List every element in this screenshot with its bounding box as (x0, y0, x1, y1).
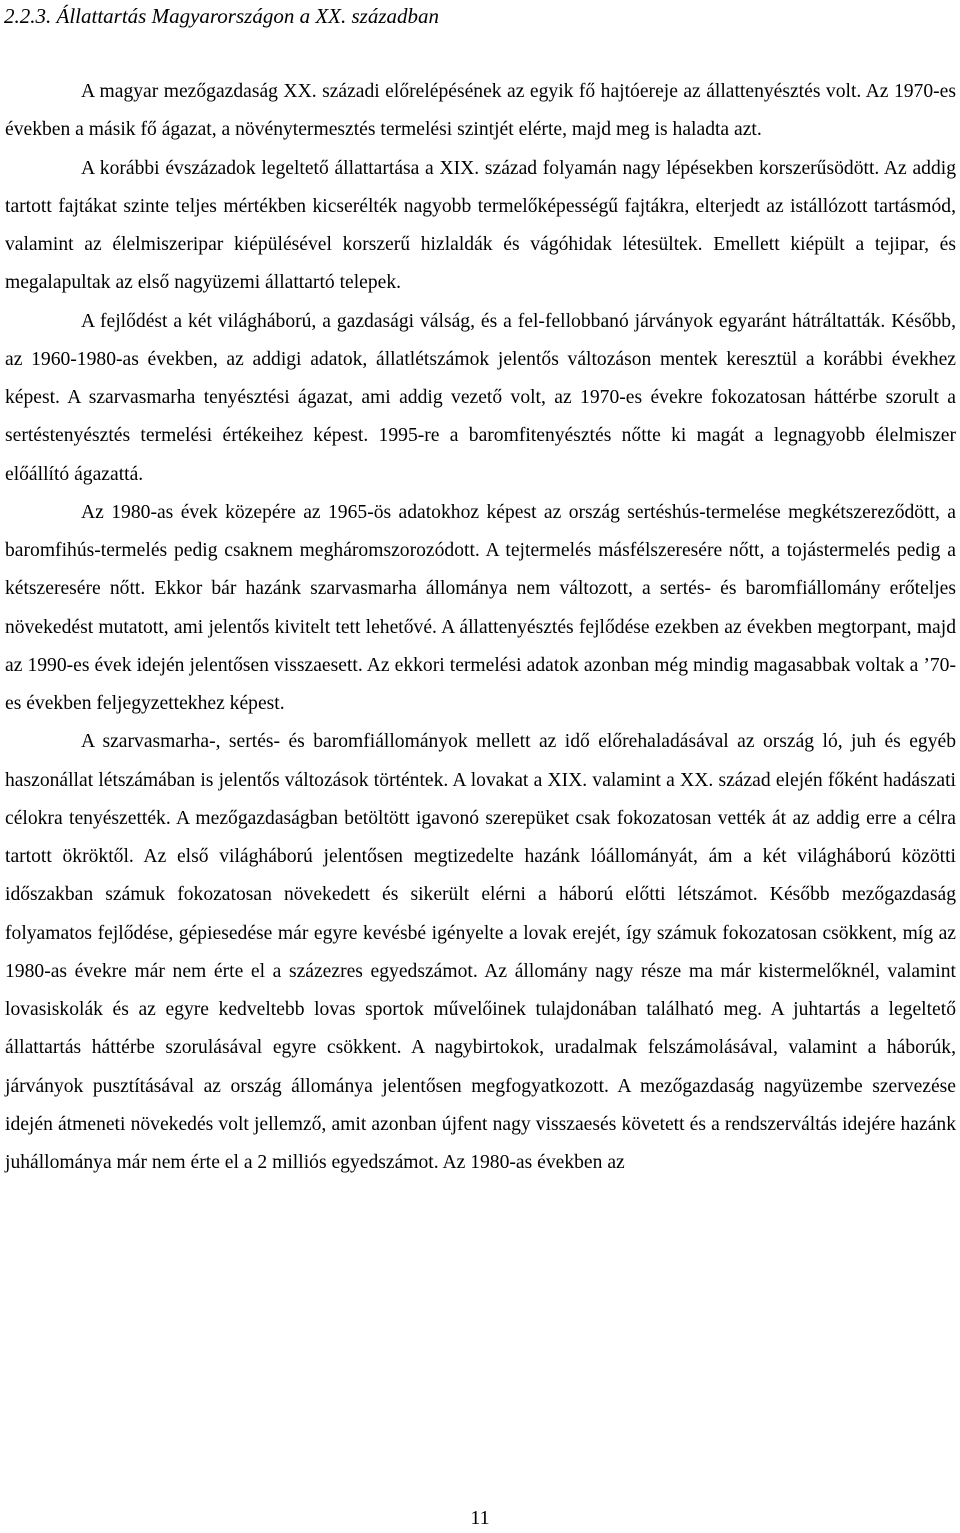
paragraph: Az 1980-as évek közepére az 1965-ös adatokhoz képest az ország sertéshús-termelése megkétszereződött, a baromfihús-termelés pedig csaknem megháromszorozódott. A tejtermelés másfélszeresére nőtt, a tojástermelés pedig a kétszeresére nőtt. Ekkor bár hazánk szarvasmarha állománya nem változott, a sertés- és baromfiállomány erőteljes növekedést mutatott, ami jelentős kivitelt tett lehetővé. A állattenyésztés fejlődése ezekben az években megtorpant, majd az 1990-es évek idején jelentősen visszaesett. Az ekkori termelési adatok azonban még mindig magasabbak voltak a ’70-es években feljegyzettekhez képest. (5, 501, 956, 714)
page-number: 11 (470, 1507, 490, 1529)
paragraph: A magyar mezőgazdaság XX. századi előrelépésének az egyik fő hajtóereje az állattenyésztés volt. Az 1970-es években a másik fő ágazat, a növénytermesztés termelési szintjét elérte, majd meg is haladta azt. (5, 81, 956, 141)
paragraph: A szarvasmarha-, sertés- és baromfiállományok mellett az idő előrehaladásával az ország ló, juh és egyéb haszonállat létszámában is jelentős változások történtek. A lovakat a XIX. valamint a XX. század elején főként hadászati célokra tenyészették. A mezőgazdaságban betöltött igavonó szerepüket csak fokozatosan vették át az addig erre a célra tartott ökröktől. Az első világháború jelentősen megtizedelte hazánk lóállományát, ám a két világháború közötti időszakban számuk fokozatosan növekedett és sikerült elérni a háború előtti létszámot. Később mezőgazdaság folyamatos fejlődése, gépiesedése már egyre kevésbé igényelte a lovak erejét, így számuk fokozatosan csökkent, míg az 1980-as évekre már nem érte el a százezres egyedszámot. Az állomány nagy része ma már kistermelőknél, valamint lovasiskolák és az egyre kedveltebb lovas sportok művelőinek tulajdonában található meg. A juhtartás a legeltető állattartás háttérbe szorulásával egyre csökkent. A nagybirtokok, uradalmak felszámolásával, valamint a háborúk, járványok pusztításával az ország állománya jelentősen megfogyatkozott. A mezőgazdaság nagyüzembe szervezése idején átmeneti növekedés volt jellemző, amit azonban újfent nagy visszaesés követett és a rendszerváltás idejére hazánk juhállománya már nem érte el a 2 milliós egyedszámot. Az 1980-as években az (5, 731, 956, 1173)
section-heading: 2.2.3. Állattartás Magyarországon a XX. században (4, 4, 439, 28)
paragraph: A fejlődést a két világháború, a gazdasági válság, és a fel-fellobbanó járványok egyaránt hátráltatták. Később, az 1960-1980-as években, az addigi adatok, állatlétszámok jelentős változáson mentek keresztül a korábbi évekhez képest. A szarvasmarha tenyésztési ágazat, ami addig vezető volt, az 1970-es évekre fokozatosan háttérbe szorult a sertéstenyésztés termelési értékeihez képest. 1995-re a baromfitenyésztés nőtte ki magát a legnagyobb élelmiszer előállító ágazattá. (5, 310, 956, 485)
body-text (5, 73, 956, 1182)
paragraph: A korábbi évszázadok legeltető állattartása a XIX. század folyamán nagy lépésekben korszerűsödött. Az addig tartott fajtákat szinte teljes mértékben kicserélték nagyobb termelőképességű fajtákra, elterjedt az istállózott tartásmód, valamint az élelmiszeripar kiépülésével korszerű hizlaldák és vágóhidak létesültek. Emellett kiépült a tejipar, és megalapultak az első nagyüzemi állattartó telepek. (5, 157, 956, 294)
